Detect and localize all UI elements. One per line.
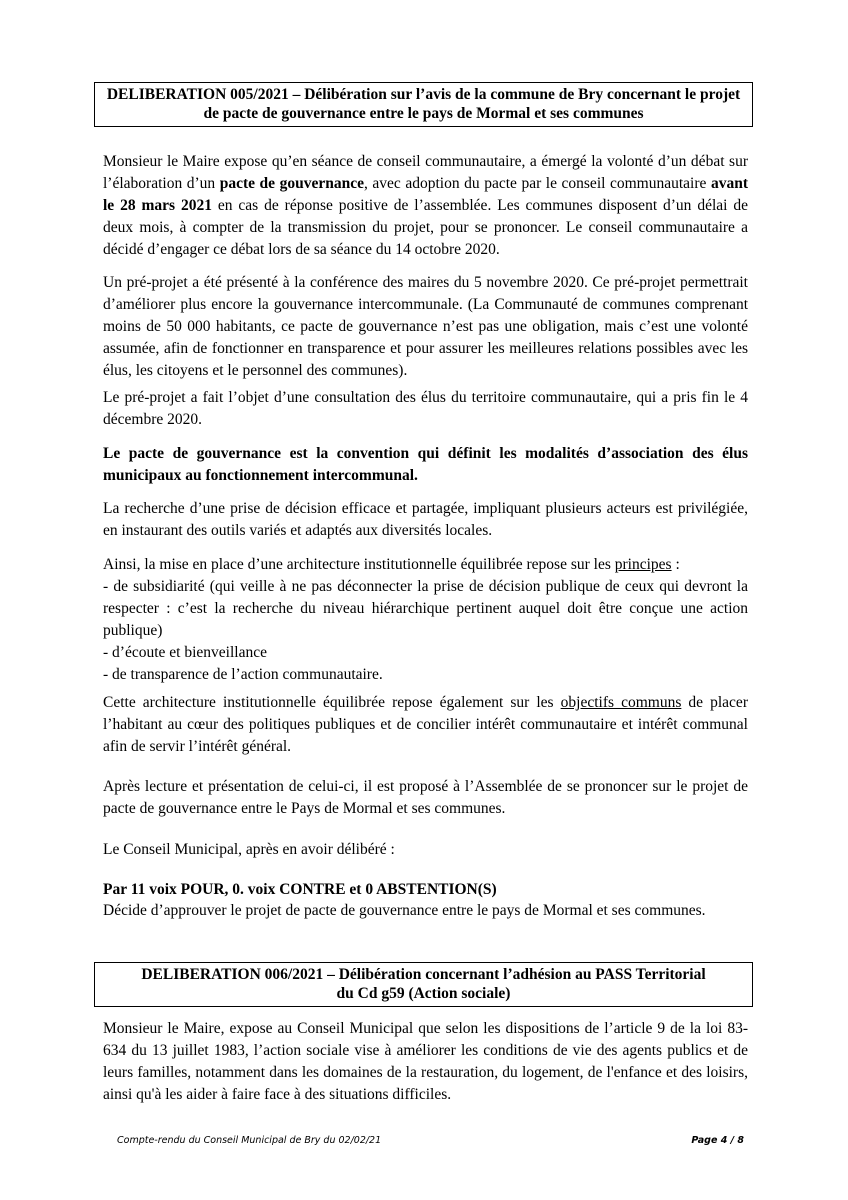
- paragraph-proposition: Après lecture et présentation de celui-ci, il est proposé à l’Assemblée de se prononcer sur le projet de pacte de gouvernance entre le Pays de Mormal et ses communes.: [103, 778, 748, 817]
- deliberation-005-title-line1: DELIBERATION 005/2021 – Délibération sur l’avis de la commune de Bry concernant le projet: [106, 86, 741, 103]
- text-segment: Cette architecture institutionnelle équilibrée repose également sur les: [103, 694, 561, 711]
- decision-text: Décide d’approuver le projet de pacte de gouvernance entre le pays de Mormal et ses communes.: [103, 902, 706, 919]
- vote-result: Par 11 voix POUR, 0. voix CONTRE et 0 ABSTENTION(S): [103, 881, 497, 898]
- text-segment: Monsieur le Maire expose qu’en séance de conseil communautaire, a émergé la volonté d’un débat sur l’élaboration d’un: [103, 153, 748, 192]
- deliberation-006-title-box: [94, 962, 753, 1007]
- paragraph-action-sociale: Monsieur le Maire, expose au Conseil Municipal que selon les dispositions de l’article 9 de la loi 83-634 du 13 juillet 1983, l’action sociale vise à améliorer les conditions de vie des agents publics et de leurs familles, notamment dans les domaines de la restauration, du logement, de l'enfance et des loisirs, ainsi qu'à les aider à faire face à des situations difficiles.: [103, 1020, 748, 1103]
- text-segment: de placer l’habitant au cœur des politiques publiques et de concilier intérêt communautaire et intérêt communal afin de servir l’intérêt général.: [103, 694, 748, 755]
- underlined-objectifs-communs: objectifs communs: [560, 694, 682, 711]
- paragraph-consultation: Le pré-projet a fait l’objet d’une consultation des élus du territoire communautaire, qui a pris fin le 4 décembre 2020.: [103, 389, 748, 428]
- footer-page-number: Page 4 / 8: [691, 1135, 744, 1146]
- paragraph-definition: Le pacte de gouvernance est la convention qui définit les modalités d’association des élus municipaux au fonctionnement intercommunal.: [103, 445, 748, 484]
- text-segment: Ainsi, la mise en place d’une architecture institutionnelle équilibrée repose sur les: [103, 556, 615, 573]
- paragraph-pre-projet: Un pré-projet a été présenté à la conférence des maires du 5 novembre 2020. Ce pré-projet permettrait d’améliorer plus encore la gouvernance intercommunale. (La Communauté de communes comprenant moins de 50 000 habitants, ce pacte de gouvernance n’est pas une obligation, mais c’est une volonté assumée, afin de fonctionner en transparence et pour assurer les meilleures relations possibles avec les élus, les citoyens et le personnel des communes).: [103, 274, 748, 379]
- bold-deadline: avant le 28 mars 2021: [103, 175, 748, 214]
- text-segment: en cas de réponse positive de l’assemblée. Les communes disposent d’un délai de deux mois, à compter de la transmission du projet, pour se prononcer. Le conseil communautaire a décidé d’engager ce débat lors de sa séance du 14 octobre 2020.: [103, 197, 748, 258]
- deliberation-005-title-box: [94, 82, 753, 127]
- footer-document-title: Compte-rendu du Conseil Municipal de Bry du 02/02/21: [117, 1135, 382, 1146]
- text-segment: :: [671, 556, 680, 573]
- text-segment: , avec adoption du pacte par le conseil communautaire: [363, 175, 711, 192]
- bold-pacte-de-gouvernance: pacte de gouvernance: [219, 175, 364, 192]
- underlined-principes: principes: [614, 556, 672, 573]
- paragraph-principes: [103, 554, 748, 686]
- deliberation-006-title-line1: DELIBERATION 006/2021 – Délibération concernant l’adhésion au PASS Territorial: [141, 966, 706, 983]
- deliberation-006-title-line2: du Cd g59 (Action sociale): [336, 985, 511, 1002]
- list-item-ecoute: - d’écoute et bienveillance: [103, 644, 267, 661]
- deliberation-005-title-line2: de pacte de gouvernance entre le pays de Mormal et ses communes: [203, 105, 644, 122]
- list-item-transparence: - de transparence de l’action communautaire.: [103, 666, 383, 683]
- list-item-subsidiarite: - de subsidiarité (qui veille à ne pas déconnecter la prise de décision publique de ceux qui devront la respecter : c’est la recherche du niveau hiérarchique pertinent auquel doit être conçue une action publique): [103, 578, 748, 639]
- paragraph-recherche: La recherche d’une prise de décision efficace et partagée, impliquant plusieurs acteurs est privilégiée, en instaurant des outils variés et adaptés aux diversités locales.: [103, 500, 748, 539]
- paragraph-objectifs: [103, 692, 748, 758]
- paragraph-conseil-delibere: Le Conseil Municipal, après en avoir délibéré :: [103, 841, 395, 858]
- paragraph-pacte-intro: [103, 151, 748, 261]
